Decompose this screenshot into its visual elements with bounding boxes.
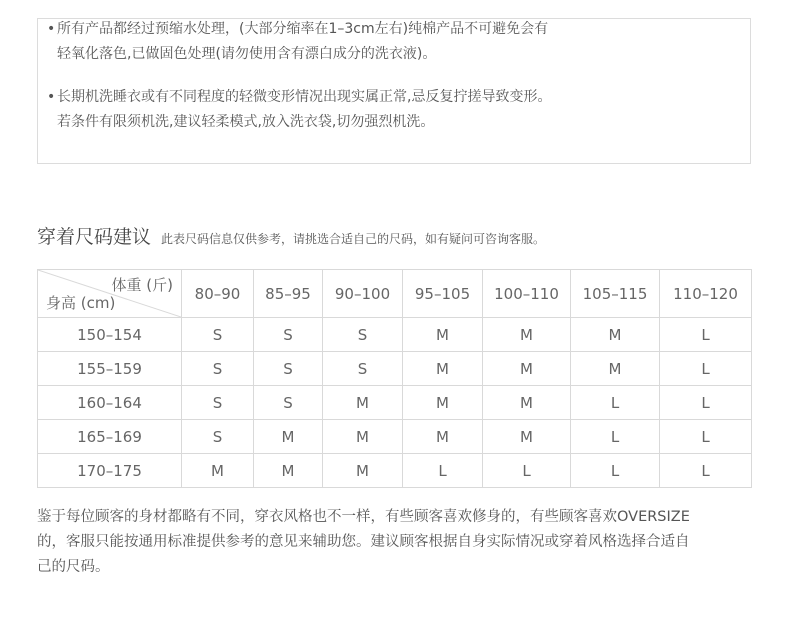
size-cell: M	[571, 318, 660, 352]
size-cell: M	[323, 386, 403, 420]
care-notice-item-2-line-1: 长期机洗睡衣或有不同程度的轻微变形情况出现实属正常,忌反复拧搓导致变形。	[57, 89, 552, 105]
size-cell: L	[660, 454, 752, 488]
care-notice-item-1-line-2: 轻氧化落色,已做固色处理(请勿使用含有漂白成分的洗衣液)。	[57, 46, 437, 62]
size-cell: L	[660, 352, 752, 386]
size-cell: L	[571, 454, 660, 488]
size-cell: S	[182, 352, 254, 386]
size-cell: M	[483, 386, 571, 420]
footer-note-line-2: 的，客服只能按通用标准提供参考的意见来辅助您。建议顾客根据自身实际情况或穿着风格选择合适自	[37, 534, 690, 550]
size-guide-title: 穿着尺码建议	[37, 226, 152, 248]
size-cell: M	[403, 386, 483, 420]
table-row	[38, 454, 752, 488]
size-cell: L	[403, 454, 483, 488]
size-guide-heading	[37, 222, 545, 248]
size-cell: M	[323, 420, 403, 454]
care-notice-item-2	[47, 85, 657, 135]
height-axis-label: 身高 (cm)	[46, 294, 116, 312]
weight-column-header: 80–90	[182, 270, 254, 318]
weight-column-header: 95–105	[403, 270, 483, 318]
bullet-dot: •	[47, 89, 56, 105]
weight-column-header: 105–115	[571, 270, 660, 318]
weight-column-header: 90–100	[323, 270, 403, 318]
size-cell: S	[254, 352, 323, 386]
table-corner-cell	[38, 270, 182, 318]
size-cell: M	[254, 454, 323, 488]
table-header-row	[38, 270, 752, 318]
height-range-cell: 150–154	[38, 318, 182, 352]
size-cell: L	[571, 420, 660, 454]
size-cell: L	[660, 386, 752, 420]
weight-column-header: 100–110	[483, 270, 571, 318]
size-cell: M	[323, 454, 403, 488]
size-cell: L	[660, 420, 752, 454]
size-cell: M	[483, 318, 571, 352]
weight-column-header: 85–95	[254, 270, 323, 318]
table-row	[38, 318, 752, 352]
height-range-cell: 165–169	[38, 420, 182, 454]
size-cell: M	[403, 352, 483, 386]
size-cell: M	[403, 318, 483, 352]
size-cell: S	[254, 386, 323, 420]
size-cell: S	[182, 420, 254, 454]
size-guide-subtitle: 此表尺码信息仅供参考，请挑选合适自己的尺码，如有疑问可咨询客服。	[161, 232, 546, 246]
weight-axis-label: 体重 (斤)	[111, 276, 173, 294]
size-cell: S	[323, 318, 403, 352]
size-cell: M	[254, 420, 323, 454]
height-range-cell: 155–159	[38, 352, 182, 386]
size-cell: M	[571, 352, 660, 386]
size-cell: S	[323, 352, 403, 386]
size-cell: M	[182, 454, 254, 488]
footer-note-line-1: 鉴于每位顾客的身材都略有不同，穿衣风格也不一样，有些顾客喜欢修身的，有些顾客喜欢OVERSIZE	[37, 509, 690, 525]
footer-note	[37, 505, 757, 580]
care-notice-item-1	[47, 17, 657, 67]
table-row	[38, 352, 752, 386]
size-cell: L	[660, 318, 752, 352]
size-cell: M	[483, 420, 571, 454]
table-row	[38, 386, 752, 420]
size-cell: L	[483, 454, 571, 488]
weight-column-header: 110–120	[660, 270, 752, 318]
size-table	[37, 269, 752, 488]
table-row	[38, 420, 752, 454]
size-cell: L	[571, 386, 660, 420]
footer-note-line-3: 己的尺码。	[37, 559, 110, 575]
size-cell: S	[182, 386, 254, 420]
care-notice-item-1-line-1: 所有产品都经过预缩水处理，(大部分缩率在1–3cm左右)纯棉产品不可避免会有	[57, 21, 549, 37]
size-cell: S	[254, 318, 323, 352]
bullet-dot: •	[47, 21, 56, 37]
size-cell: M	[403, 420, 483, 454]
size-cell: M	[483, 352, 571, 386]
care-notice-item-2-line-2: 若条件有限须机洗,建议轻柔模式,放入洗衣袋,切勿强烈机洗。	[57, 114, 435, 130]
size-cell: S	[182, 318, 254, 352]
height-range-cell: 170–175	[38, 454, 182, 488]
height-range-cell: 160–164	[38, 386, 182, 420]
